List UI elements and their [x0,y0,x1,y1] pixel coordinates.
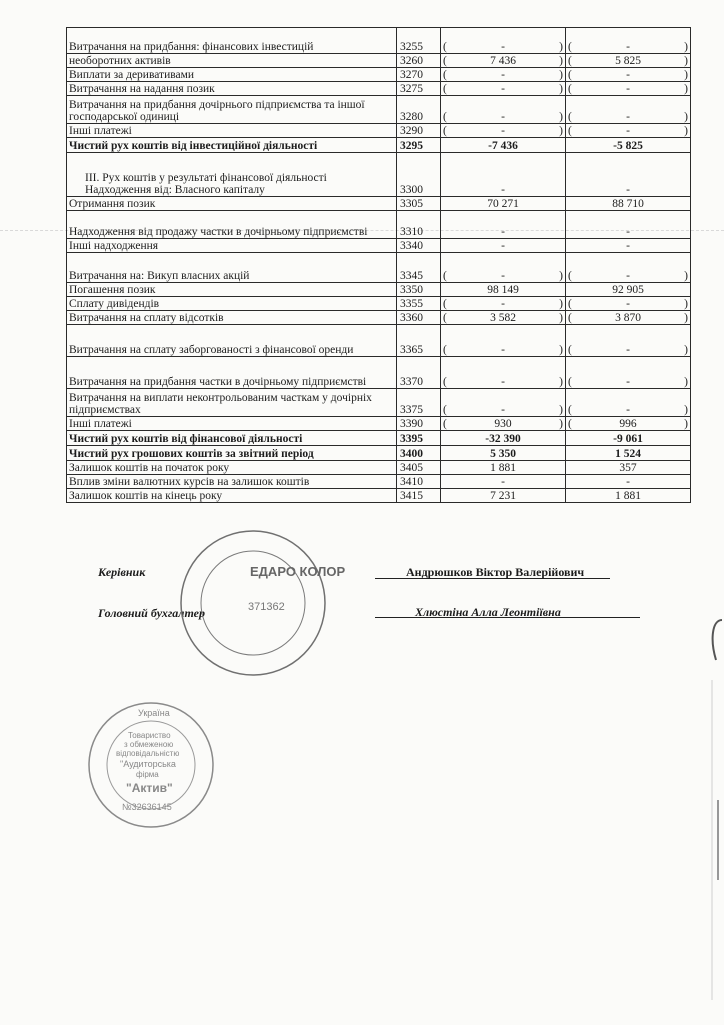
table-row [67,475,691,489]
close-paren: ) [559,41,563,53]
value-text: 5 825 [615,55,641,67]
row-code: 3345 [397,253,441,283]
open-paren: ( [443,344,447,356]
row-label: Чистий рух коштів від фінансової діяльності [67,431,397,446]
current-period-value [441,253,566,283]
row-label: Чистий рух коштів від інвестиційної діяльності [67,138,397,153]
value-text: 3 870 [615,312,641,324]
open-paren: ( [568,83,572,95]
row-code: 3360 [397,311,441,325]
value-text: -32 390 [485,433,521,445]
table-row [67,297,691,311]
director-name: Андрюшков Віктор Валерійович [406,565,585,579]
row-code: 3275 [397,82,441,96]
close-paren: ) [684,125,688,137]
current-period-value [441,211,566,239]
table-row [67,253,691,283]
open-paren: ( [443,376,447,388]
row-code: 3350 [397,283,441,297]
close-paren: ) [559,312,563,324]
row-label: Інші платежі [67,124,397,138]
open-paren: ( [568,55,572,67]
value-text: 98 149 [487,284,519,296]
previous-period-value [566,153,691,197]
value-text: - [626,111,630,123]
row-code: 3255 [397,28,441,54]
row-code: 3340 [397,239,441,253]
current-period-value [441,417,566,431]
row-label: Інші надходження [67,239,397,253]
value-text: 92 905 [612,284,644,296]
row-label: Залишок коштів на кінець року [67,489,397,503]
open-paren: ( [568,69,572,81]
open-paren: ( [443,111,447,123]
previous-period-value [566,283,691,297]
cash-flow-table [66,27,691,503]
current-period-value [441,28,566,54]
close-paren: ) [559,404,563,416]
current-period-value [441,431,566,446]
current-period-value [441,311,566,325]
previous-period-value [566,138,691,153]
close-paren: ) [684,111,688,123]
row-code: 3310 [397,211,441,239]
auditor-stamp-line4: "Аудиторська [120,759,176,769]
current-period-value [441,446,566,461]
value-text: - [626,41,630,53]
open-paren: ( [568,41,572,53]
value-text: - [626,404,630,416]
value-text: 70 271 [487,198,519,210]
value-text: 996 [619,418,637,430]
row-code: 3370 [397,357,441,389]
row-code: 3295 [397,138,441,153]
table-row [67,446,691,461]
current-period-value [441,96,566,124]
open-paren: ( [443,270,447,282]
row-label: Витрачання на: Викуп власних акцій [67,253,397,283]
value-text: - [626,69,630,81]
close-paren: ) [559,418,563,430]
previous-period-value [566,96,691,124]
current-period-value [441,475,566,489]
close-paren: ) [559,270,563,282]
value-text: 1 881 [490,462,516,474]
row-code: 3410 [397,475,441,489]
value-text: - [501,240,505,252]
row-code: 3260 [397,54,441,68]
table-row [67,461,691,475]
open-paren: ( [443,298,447,310]
close-paren: ) [684,298,688,310]
previous-period-value [566,489,691,503]
table-row [67,357,691,389]
row-code: 3400 [397,446,441,461]
table-row [67,417,691,431]
row-label: Витрачання на надання позик [67,82,397,96]
row-label: Отримання позик [67,197,397,211]
open-paren: ( [568,404,572,416]
close-paren: ) [684,55,688,67]
value-text: - [501,404,505,416]
table-row [67,239,691,253]
row-label: Вплив зміни валютних курсів на залишок коштів [67,475,397,489]
close-paren: ) [684,270,688,282]
current-period-value [441,489,566,503]
auditor-stamp-line2: з обмеженою [124,740,174,749]
value-text: - [626,344,630,356]
value-text: - [626,298,630,310]
current-period-value [441,389,566,417]
row-code: 3415 [397,489,441,503]
row-code: 3270 [397,68,441,82]
company-stamp [178,528,346,678]
company-stamp-name: ЕДАРО КОЛОР [250,564,346,579]
value-text: - [626,226,630,238]
current-period-value [441,153,566,197]
row-code: 3280 [397,96,441,124]
value-text: - [501,344,505,356]
value-text: 7 436 [490,55,516,67]
close-paren: ) [684,344,688,356]
auditor-stamp-line3: відповідальністю [116,749,180,758]
row-label: Сплату дивідендів [67,297,397,311]
current-period-value [441,357,566,389]
close-paren: ) [559,55,563,67]
open-paren: ( [443,418,447,430]
previous-period-value [566,461,691,475]
value-text: - [501,41,505,53]
row-code: 3365 [397,325,441,357]
row-label: Чистий рух грошових коштів за звітний період [67,446,397,461]
value-text: 88 710 [612,198,644,210]
value-text: - [626,240,630,252]
open-paren: ( [568,270,572,282]
table-row [67,211,691,239]
row-label: Витрачання на сплату заборгованості з фінансової оренди [67,325,397,357]
open-paren: ( [568,376,572,388]
close-paren: ) [559,125,563,137]
row-label: Залишок коштів на початок року [67,461,397,475]
open-paren: ( [568,111,572,123]
value-text: - [501,270,505,282]
table-row [67,82,691,96]
row-code: 3305 [397,197,441,211]
previous-period-value [566,54,691,68]
table-row [67,124,691,138]
close-paren: ) [684,312,688,324]
company-stamp-code: 371362 [248,601,285,613]
value-text: 1 524 [615,448,641,460]
current-period-value [441,297,566,311]
previous-period-value [566,325,691,357]
row-label: Погашення позик [67,283,397,297]
value-text: - [501,298,505,310]
table-row [67,389,691,417]
value-text: - [501,226,505,238]
value-text: - [626,83,630,95]
current-period-value [441,68,566,82]
value-text: - [501,83,505,95]
auditor-stamp [86,700,216,830]
open-paren: ( [443,41,447,53]
row-label: Витрачання на виплати неконтрольованим часткам у дочірніх підприємствах [67,389,397,417]
table-row [67,28,691,54]
open-paren: ( [443,83,447,95]
row-label: Інші платежі [67,417,397,431]
current-period-value [441,82,566,96]
row-label: Надходження від продажу частки в дочірньому підприємстві [67,211,397,239]
row-label: Виплати за деривативами [67,68,397,82]
auditor-stamp-line5: фірма [136,770,159,779]
row-code: 3300 [397,153,441,197]
row-code: 3355 [397,297,441,311]
open-paren: ( [443,404,447,416]
current-period-value [441,54,566,68]
accountant-name: Хлюстіна Алла Леонтіївна [415,605,561,619]
auditor-stamp-code: №32636145 [122,802,172,812]
current-period-value [441,325,566,357]
previous-period-value [566,124,691,138]
current-period-value [441,283,566,297]
open-paren: ( [568,312,572,324]
current-period-value [441,138,566,153]
previous-period-value [566,68,691,82]
close-paren: ) [684,83,688,95]
previous-period-value [566,417,691,431]
auditor-stamp-name: "Актив" [126,781,173,795]
value-text: 7 231 [490,490,516,502]
table-row [67,283,691,297]
row-code: 3405 [397,461,441,475]
value-text: 1 881 [615,490,641,502]
open-paren: ( [443,55,447,67]
close-paren: ) [684,404,688,416]
table-row [67,54,691,68]
value-text: - [501,376,505,388]
value-text: - [626,476,630,488]
row-code: 3390 [397,417,441,431]
accountant-title: Головний бухгалтер [98,606,205,620]
close-paren: ) [684,41,688,53]
table-row [67,489,691,503]
value-text: 3 582 [490,312,516,324]
row-label: необоротних активів [67,54,397,68]
previous-period-value [566,311,691,325]
value-text: -7 436 [488,140,518,152]
current-period-value [441,461,566,475]
close-paren: ) [684,418,688,430]
value-text: - [501,125,505,137]
table-row [67,138,691,153]
previous-period-value [566,197,691,211]
table-row [67,325,691,357]
open-paren: ( [443,312,447,324]
open-paren: ( [568,298,572,310]
scan-edge [698,600,724,1020]
previous-period-value [566,357,691,389]
previous-period-value [566,239,691,253]
previous-period-value [566,211,691,239]
value-text: - [626,376,630,388]
value-text: -5 825 [613,140,643,152]
row-code: 3375 [397,389,441,417]
open-paren: ( [568,344,572,356]
row-code: 3290 [397,124,441,138]
row-label: Витрачання на сплату відсотків [67,311,397,325]
value-text: 930 [494,418,512,430]
close-paren: ) [559,83,563,95]
previous-period-value [566,389,691,417]
row-label: Витрачання на придбання частки в дочірньому підприємстві [67,357,397,389]
value-text: - [501,69,505,81]
open-paren: ( [568,418,572,430]
close-paren: ) [559,344,563,356]
table-row [67,68,691,82]
current-period-value [441,124,566,138]
current-period-value [441,197,566,211]
close-paren: ) [559,69,563,81]
row-label: III. Рух коштів у результаті фінансової діяльності Надходження від: Власного капіталу [67,153,397,197]
close-paren: ) [684,69,688,81]
table-row [67,197,691,211]
open-paren: ( [443,69,447,81]
value-text: - [626,270,630,282]
open-paren: ( [443,125,447,137]
row-label: Витрачання на придбання дочірнього підприємства та іншої господарської одиниці [67,96,397,124]
auditor-stamp-country: Україна [138,708,170,718]
current-period-value [441,239,566,253]
previous-period-value [566,297,691,311]
previous-period-value [566,253,691,283]
table-row [67,431,691,446]
open-paren: ( [568,125,572,137]
value-text: -9 061 [613,433,643,445]
value-text: 357 [619,462,637,474]
auditor-stamp-line1: Товариство [128,731,171,740]
close-paren: ) [684,376,688,388]
value-text: - [626,125,630,137]
previous-period-value [566,475,691,489]
table-row [67,96,691,124]
close-paren: ) [559,298,563,310]
director-title: Керівник [98,565,146,579]
row-label: Витрачання на придбання: фінансових інвестицій [67,28,397,54]
previous-period-value [566,446,691,461]
close-paren: ) [559,376,563,388]
table-row [67,311,691,325]
value-text: - [501,184,505,196]
previous-period-value [566,82,691,96]
value-text: - [501,111,505,123]
value-text: - [626,184,630,196]
close-paren: ) [559,111,563,123]
value-text: - [501,476,505,488]
table-row [67,153,691,197]
row-code: 3395 [397,431,441,446]
value-text: 5 350 [490,448,516,460]
previous-period-value [566,431,691,446]
previous-period-value [566,28,691,54]
